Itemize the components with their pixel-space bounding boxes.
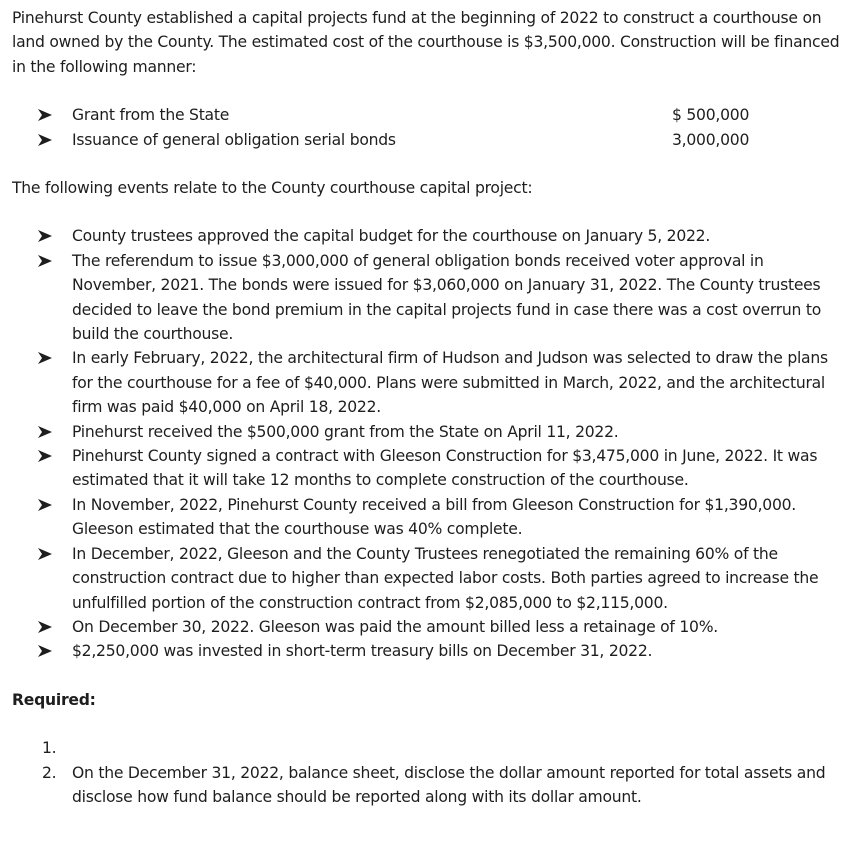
event-text: In November, 2022, Pinehurst County received a bill from Gleeson Construction for $1,390,000. Gleeson estimated that the courthouse was 40% complete. [72, 495, 797, 539]
event-text: Pinehurst received the $500,000 grant from the State on April 11, 2022. [72, 422, 619, 441]
requirement-number: 1. [42, 739, 57, 758]
arrow-bullet-icon [38, 103, 58, 127]
events-intro: The following events relate to the County courthouse capital project: [12, 179, 533, 197]
event-item [12, 420, 848, 444]
events-list [12, 224, 848, 663]
arrow-bullet-icon [38, 542, 58, 566]
document-page [12, 6, 848, 825]
requirement-item [12, 736, 848, 760]
event-item [12, 444, 848, 493]
arrow-bullet-icon [38, 444, 58, 468]
arrow-bullet-icon [38, 346, 58, 370]
arrow-bullet-icon [38, 493, 58, 517]
arrow-bullet-icon [38, 615, 58, 639]
arrow-bullet-icon [38, 639, 58, 663]
event-item [12, 542, 848, 615]
event-item [12, 615, 848, 639]
funding-label: Grant from the State [72, 106, 230, 125]
event-item [12, 493, 848, 542]
event-item [12, 346, 848, 419]
funding-list [12, 103, 848, 152]
event-item [12, 249, 848, 347]
requirement-item [12, 761, 848, 810]
arrow-bullet-icon [38, 224, 58, 248]
event-text: $2,250,000 was invested in short-term treasury bills on December 31, 2022. [72, 642, 653, 661]
event-text: Pinehurst County signed a contract with Gleeson Construction for $3,475,000 in June, 2022. It was estimated that it will take 12 months to complete construction of the courthouse. [72, 447, 818, 490]
arrow-bullet-icon [38, 420, 58, 444]
funding-item [12, 128, 848, 152]
requirements-list [12, 736, 848, 809]
intro-paragraph: Pinehurst County established a capital projects fund at the beginning of 2022 to construct a courthouse on land owned by the County. The estimated cost of the courthouse is $3,500,000. Construction will be financed in the following manner: [12, 9, 840, 76]
event-item [12, 639, 848, 663]
funding-amount: $ 500,000 [672, 106, 750, 125]
event-item [12, 224, 848, 248]
required-heading: Required: [12, 690, 96, 709]
funding-label: Issuance of general obligation serial bonds [72, 130, 396, 149]
requirement-number: 2. [42, 763, 57, 782]
arrow-bullet-icon [38, 128, 58, 152]
funding-amount: 3,000,000 [672, 130, 750, 149]
event-text: On December 30, 2022. Gleeson was paid the amount billed less a retainage of 10%. [72, 617, 718, 636]
event-text: In December, 2022, Gleeson and the County Trustees renegotiated the remaining 60% of the construction contract due to higher than expected labor costs. Both parties agreed to increase the unfulfilled portion of the construction contract from $2,085,000 to $2,115,000. [72, 544, 819, 612]
arrow-bullet-icon [38, 249, 58, 273]
event-text: The referendum to issue $3,000,000 of general obligation bonds received voter approval in November, 2021. The bonds were issued for $3,060,000 on January 31, 2022. The County trustees decided to leave the bond premium in the capital projects fund in case there was a cost overrun to build the courthouse. [72, 251, 821, 344]
event-text: In early February, 2022, the architectural firm of Hudson and Judson was selected to draw the plans for the courthouse for a fee of $40,000. Plans were submitted in March, 2022, and the architectural firm was paid $40,000 on April 18, 2022. [72, 349, 828, 417]
funding-item [12, 103, 848, 127]
event-text: County trustees approved the capital budget for the courthouse on January 5, 2022. [72, 227, 711, 246]
requirement-text: On the December 31, 2022, balance sheet, disclose the dollar amount reported for total assets and disclose how fund balance should be reported along with its dollar amount. [72, 763, 826, 806]
